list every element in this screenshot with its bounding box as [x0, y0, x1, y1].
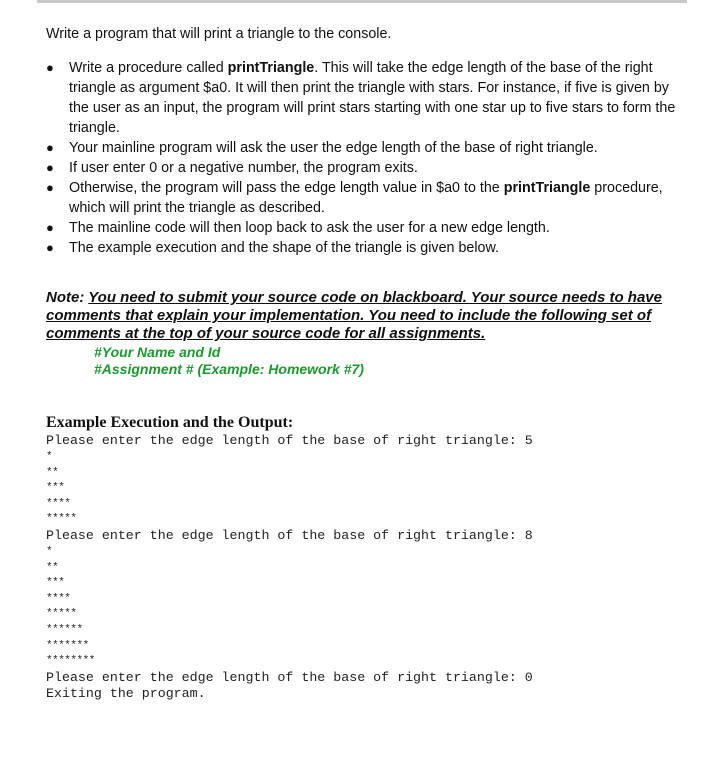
bullet-icon: ● [46, 160, 54, 175]
submission-note [46, 289, 694, 343]
stars-output-8: * ** *** **** ***** ****** ******* ******** [46, 546, 95, 668]
intro-text: Write a program that will print a triangle to the console. [46, 26, 392, 42]
stars-output-5: * ** *** **** ***** [46, 451, 77, 526]
procedure-name: printTriangle [227, 60, 315, 76]
list-item: ● Write a procedure called printTriangle. This will take the edge length of the base of the right triangle as argument $a0. It will then print the triangle with stars. For instance, if five is given by the user as an input, the program will print stars starting with one star up to five stars to form the triangle. [46, 60, 676, 136]
comment-line-assignment: #Assignment # (Example: Homework #7) [94, 361, 364, 377]
prompt-line: Please enter the edge length of the base of right triangle: 8 [46, 528, 533, 543]
example-heading: Example Execution and the Output: [46, 414, 294, 431]
requirements-list [46, 58, 691, 258]
prompt-line: Please enter the edge length of the base of right triangle: 0 [46, 670, 533, 685]
list-item: ● Otherwise, the program will pass the edge length value in $a0 to the printTriangle procedure, which will print the triangle as described. [46, 180, 663, 216]
bullet-icon: ● [46, 220, 54, 235]
comment-line-name: #Your Name and Id [94, 344, 221, 360]
bullet-icon: ● [46, 140, 54, 155]
prompt-line: Please enter the edge length of the base of right triangle: 5 [46, 433, 533, 448]
procedure-name: printTriangle [503, 180, 591, 196]
list-item: ● If user enter 0 or a negative number, the program exits. [46, 160, 418, 176]
note-label: Note: [46, 289, 85, 306]
top-rule [37, 0, 687, 3]
bullet-icon: ● [46, 180, 54, 195]
list-item: ● The mainline code will then loop back to ask the user for a new edge length. [46, 220, 550, 236]
bullet-icon: ● [46, 240, 54, 255]
bullet-icon: ● [46, 60, 54, 75]
note-text: You need to submit your source code on blackboard. Your source needs to have comments that explain your implementation. You need to include the following set of comments at the top of your source code for all assignments. [46, 289, 662, 342]
list-item: ● The example execution and the shape of the triangle is given below. [46, 240, 499, 256]
list-item: ● Your mainline program will ask the user the edge length of the base of right triangle. [46, 140, 598, 156]
exit-message: Exiting the program. [46, 686, 206, 701]
